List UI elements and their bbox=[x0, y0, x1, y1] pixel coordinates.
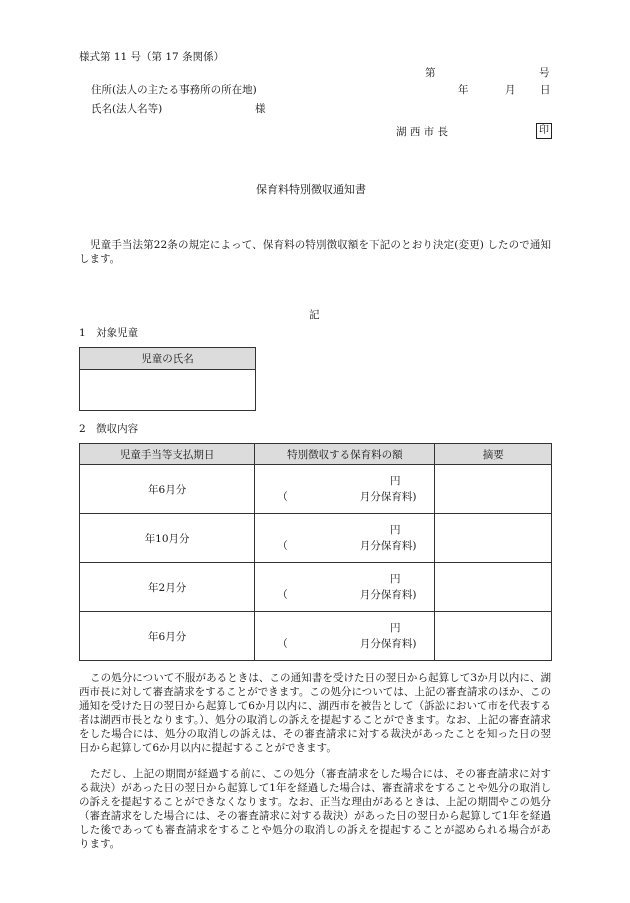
recipient-name-label: 氏名(法人名等) bbox=[91, 103, 163, 115]
yen-unit: 円 bbox=[389, 573, 401, 585]
appeal-notice-paragraph-1: この処分について不服があるときは、この通知書を受けた日の翌日から起算して3か月以内に、湖西市長に対して審査請求をすることができます。この処分については、上記の審査請求のほか、この通知を受けた日の翌日から起算して6か月以内に、湖西市を被告として（訴訟において市を代表する者は湖西市長となります。）、処分の取消しの訴えを提起することができます。なお、上記の審査請求をした場合には、処分の取消しの訴えは、その審査請求に対する裁決があったことを知った日の翌日から起算して6か月以内に提起することができます。 bbox=[79, 672, 551, 754]
address-label: 住所(法人の主たる事務所の所在地) bbox=[91, 84, 257, 96]
section2-heading: 2 徴収内容 bbox=[79, 423, 139, 435]
amount-header: 特別徴収する保育料の額 bbox=[255, 444, 435, 465]
period-cell: 年2月分 bbox=[80, 563, 255, 612]
date-month: 月 bbox=[505, 84, 516, 96]
open-paren: （ bbox=[277, 638, 288, 650]
remarks-cell bbox=[435, 465, 552, 514]
form-number: 様式第 11 号（第 17 条関係） bbox=[79, 51, 225, 63]
amount-cell bbox=[255, 514, 435, 563]
amount-cell bbox=[255, 612, 435, 661]
table-row bbox=[80, 465, 552, 514]
child-name-header: 児童の氏名 bbox=[80, 348, 256, 370]
yen-unit: 円 bbox=[389, 524, 401, 536]
issuer-mayor: 湖 西 市 長 bbox=[396, 126, 449, 138]
payment-date-header: 児童手当等支払期日 bbox=[80, 444, 255, 465]
table-row bbox=[80, 563, 552, 612]
table-row bbox=[80, 514, 552, 563]
remarks-header: 摘要 bbox=[435, 444, 552, 465]
remarks-cell bbox=[435, 563, 552, 612]
remarks-cell bbox=[435, 612, 552, 661]
fee-month-label: 月分保育料) bbox=[359, 540, 417, 552]
date-year: 年 bbox=[458, 84, 469, 96]
section1-heading: 1 対象児童 bbox=[79, 327, 139, 339]
doc-number-suffix: 号 bbox=[539, 67, 550, 79]
child-name-cell bbox=[80, 370, 256, 411]
date-day: 日 bbox=[540, 84, 551, 96]
collection-table bbox=[79, 443, 552, 661]
document-title: 保育料特別徴収通知書 bbox=[256, 183, 366, 196]
fee-month-label: 月分保育料) bbox=[359, 491, 417, 503]
fee-month-label: 月分保育料) bbox=[359, 638, 417, 650]
open-paren: （ bbox=[277, 491, 288, 503]
open-paren: （ bbox=[277, 540, 288, 552]
yen-unit: 円 bbox=[389, 475, 401, 487]
doc-number-prefix: 第 bbox=[425, 67, 436, 79]
period-cell: 年10月分 bbox=[80, 514, 255, 563]
seal-mark: 印 bbox=[536, 123, 552, 139]
honorific: 様 bbox=[255, 103, 266, 115]
intro-paragraph: 児童手当法第22条の規定によって、保育料の特別徴収額を下記のとおり決定(変更) したので通知します。 bbox=[79, 239, 551, 265]
period-cell: 年6月分 bbox=[80, 465, 255, 514]
period-cell: 年6月分 bbox=[80, 612, 255, 661]
open-paren: （ bbox=[277, 589, 288, 601]
appeal-notice-paragraph-2: ただし、上記の期間が経過する前に、この処分（審査請求をした場合には、その審査請求に対する裁決）があった日の翌日から起算して1年を経過した場合は、審査請求をすることや処分の取消しの訴えを提起することができなくなります。なお、正当な理由があるときは、上記の期間やこの処分（審査請求をした場合には、その審査請求に対する裁決）があった日の翌日から起算して1年を経過した後であっても審査請求をすることや処分の取消しの訴えを提起することが認められる場合があります。 bbox=[79, 768, 551, 850]
table-row bbox=[80, 612, 552, 661]
amount-cell bbox=[255, 465, 435, 514]
remarks-cell bbox=[435, 514, 552, 563]
fee-month-label: 月分保育料) bbox=[359, 589, 417, 601]
amount-cell bbox=[255, 563, 435, 612]
yen-unit: 円 bbox=[389, 622, 401, 634]
target-child-table bbox=[79, 347, 256, 411]
ki-heading: 記 bbox=[309, 309, 320, 321]
